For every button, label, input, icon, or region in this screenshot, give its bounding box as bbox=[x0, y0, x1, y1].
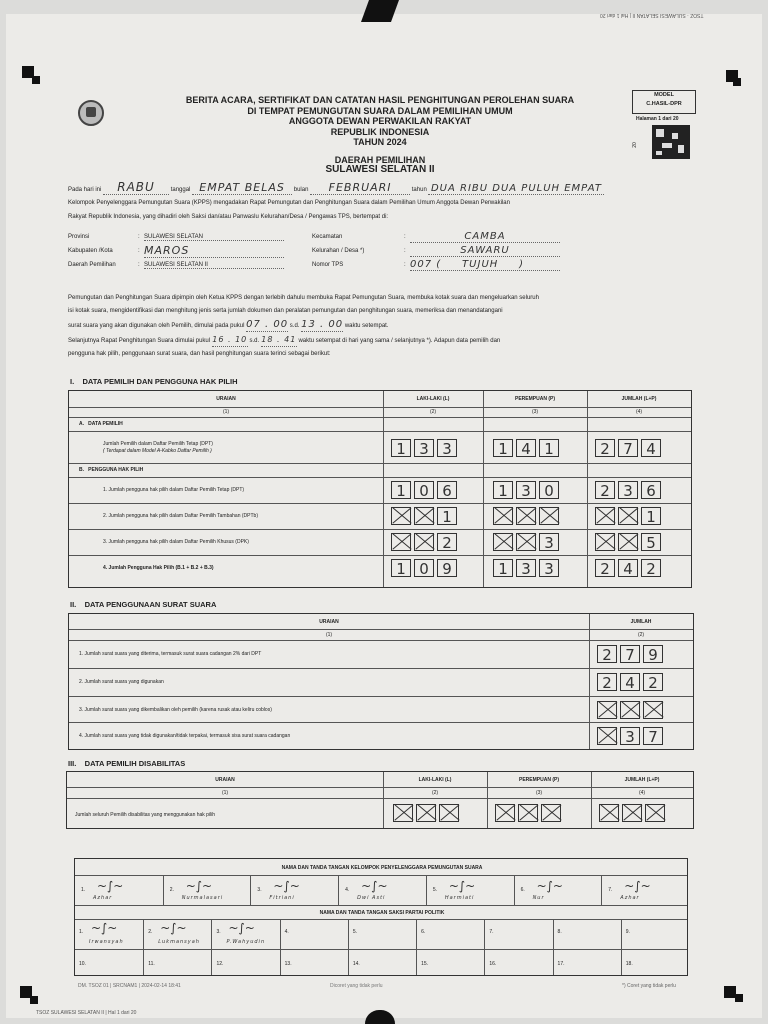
signature-scribble: ~∫~ bbox=[97, 879, 124, 893]
s2-row-label: 2. Jumlah surat suara yang digunakan bbox=[79, 679, 164, 685]
s2-num1: (1) bbox=[325, 632, 333, 638]
model-label: MODEL bbox=[654, 92, 674, 98]
saksi-number: 2. bbox=[148, 929, 153, 935]
procedure-line-2: isi kotak suara, mengidentifikasi dan menghitung jenis serta jumlah dokumen dan peralatan pemungutan dan penghitungan suara, memeriksa dan menandatangani bbox=[68, 308, 503, 314]
s2-digit-box: 7 bbox=[643, 727, 663, 745]
s1-a-l-boxes-digit-box: 1 bbox=[391, 439, 411, 457]
procedure-line-5: pengguna hak pilih, penggunaan surat suara, dan hasil penghitungan suara terinci sebagai berikut: bbox=[68, 351, 331, 357]
saksi-signature-cell bbox=[75, 949, 143, 975]
s2-digit-box: 2 bbox=[597, 645, 617, 663]
saksi-signature-cell bbox=[484, 949, 553, 975]
dapil-field: SULAWESI SELATAN II bbox=[144, 262, 284, 269]
s1-b-l-digit-box bbox=[414, 507, 434, 525]
kecamatan-field: CAMBA bbox=[410, 231, 560, 243]
kpps-number: 2. bbox=[169, 887, 174, 893]
bulan-field: FEBRUARI bbox=[310, 181, 410, 195]
qr-code bbox=[652, 125, 690, 159]
saksi-signature-cell bbox=[553, 919, 622, 949]
procedure-line-4-end: waktu setempat di hari yang sama / selanjutnya *). Adapun data pemilih dan bbox=[298, 338, 501, 344]
s3-j-boxes-digit-box bbox=[645, 804, 665, 822]
s2-num2: (2) bbox=[637, 632, 645, 638]
tanggal-label: tanggal bbox=[170, 187, 191, 193]
kpps-signature-cell bbox=[338, 875, 427, 905]
row-divider bbox=[69, 503, 691, 504]
section-2-table bbox=[68, 613, 694, 750]
s1-b-l-boxes bbox=[391, 507, 460, 525]
s1-b-l-digit-box: 0 bbox=[414, 481, 434, 499]
saksi-number: 5. bbox=[352, 929, 358, 935]
s3-col-l: LAKI-LAKI (L) bbox=[418, 777, 452, 783]
tps-label: Nomor TPS bbox=[312, 262, 344, 268]
s1-b-j-digit-box: 5 bbox=[641, 533, 661, 551]
footer-code: TSOZ SULAWESI SELATAN II | Hal 1 dari 20 bbox=[36, 1010, 137, 1016]
kelurahan-field: SAWARU bbox=[410, 245, 560, 257]
saksi-signature-cell bbox=[621, 919, 690, 949]
saksi-number: 16. bbox=[489, 961, 497, 967]
s3-row: Jumlah seluruh Pemilih disabilitas yang menggunakan hak pilih bbox=[75, 812, 216, 818]
kpps-number: 3. bbox=[257, 887, 262, 893]
s3-j-boxes bbox=[599, 804, 668, 822]
s1-b-j-boxes bbox=[595, 559, 664, 577]
saksi-signature-cell bbox=[280, 949, 349, 975]
s2-value-boxes bbox=[597, 673, 666, 691]
s1-b-l-digit-box bbox=[391, 533, 411, 551]
kpps-name: Nurmalasari bbox=[181, 895, 224, 901]
saksi-name: Irwansyah bbox=[89, 939, 124, 945]
title-line-3: ANGGOTA DEWAN PERWAKILAN RAKYAT bbox=[288, 116, 472, 126]
kabupaten-colon: : bbox=[138, 248, 140, 254]
section-1-heading: I. DATA PEMILIH DAN PENGGUNA HAK PILIH bbox=[70, 377, 238, 386]
s2-row-label: 4. Jumlah surat suara yang tidak digunakan/tidak terpakai, termasuk sisa surat suara cadangan bbox=[79, 733, 291, 739]
kpps-name: Dwi Asti bbox=[357, 895, 386, 901]
registration-mark-br2 bbox=[735, 994, 743, 1002]
saksi-signature-cell bbox=[348, 919, 417, 949]
saksi-name: P.Wahyudin bbox=[226, 939, 266, 945]
footer-tiny-left: DM. TSOZ 01 | SRCNAM1 | 2024-02-14 18:41 bbox=[78, 983, 181, 989]
s1-b-l-boxes bbox=[391, 481, 460, 499]
s1-a-p-boxes-digit-box: 1 bbox=[493, 439, 513, 457]
s1-b-j-digit-box bbox=[618, 507, 638, 525]
title-line-5: TAHUN 2024 bbox=[353, 137, 407, 147]
s1-a-row: Jumlah Pemilih dalam Daftar Pemilih Tetap (DPT) bbox=[103, 441, 213, 447]
saksi-number: 14. bbox=[352, 961, 360, 967]
kpps-name: Harmiati bbox=[444, 895, 475, 901]
kpps-number: 1. bbox=[81, 887, 86, 893]
saksi-number: 15. bbox=[421, 961, 429, 967]
hari-field: RABU bbox=[103, 180, 169, 195]
s1-num1: (1) bbox=[222, 409, 230, 415]
s2-row-label: 1. Jumlah surat suara yang diterima, termasuk surat suara cadangan 2% dari DPT bbox=[79, 651, 262, 657]
s1-b-p-boxes bbox=[493, 559, 562, 577]
tahun-label: tahun bbox=[411, 187, 427, 193]
saksi-number: 3. bbox=[216, 929, 221, 935]
procedure-line-3-text: surat suara yang akan digunakan oleh Pemilih, dimulai pada pukul bbox=[68, 323, 245, 329]
s2-digit-box bbox=[597, 701, 617, 719]
sd-label-2: s.d. bbox=[249, 338, 260, 344]
saksi-number: 8. bbox=[557, 929, 562, 935]
s3-p-boxes bbox=[495, 804, 564, 822]
s2-digit-box: 2 bbox=[597, 673, 617, 691]
s1-b-l-digit-box: 6 bbox=[437, 481, 457, 499]
saksi-number: 1. bbox=[79, 929, 84, 935]
section-2-heading: II. DATA PENGGUNAAN SURAT SUARA bbox=[70, 600, 217, 609]
saksi-number: 9. bbox=[625, 929, 630, 935]
s1-b-p-boxes bbox=[493, 507, 562, 525]
procedure-line-3-end: waktu setempat. bbox=[344, 323, 389, 329]
kpps-name: Azhar bbox=[620, 895, 640, 901]
procedure-line-4 bbox=[68, 333, 708, 348]
kabupaten-label: Kabupaten /Kota bbox=[68, 248, 113, 254]
s1-b-p-digit-box bbox=[539, 507, 559, 525]
s1-a-l-boxes bbox=[391, 439, 460, 457]
s1-col-jml: JUMLAH (L+P) bbox=[621, 396, 657, 402]
s2-digit-box bbox=[643, 701, 663, 719]
kpps-name: Fitriani bbox=[269, 895, 295, 901]
s1-b-p-digit-box bbox=[493, 507, 513, 525]
intro-line-3: Rakyat Republik Indonesia, yang dihadiri oleh Saksi dan/atau Panwaslu Kelurahan/Desa / Pengawas TPS, bertempat di: bbox=[68, 214, 389, 220]
provinsi-colon: : bbox=[138, 234, 140, 240]
s2-digit-box bbox=[597, 727, 617, 745]
signature-scribble: ~∫~ bbox=[160, 921, 187, 935]
s3-p-boxes-digit-box bbox=[518, 804, 538, 822]
s1-b-j-digit-box: 3 bbox=[618, 481, 638, 499]
s1-b-l-digit-box: 9 bbox=[437, 559, 457, 577]
s1-b-p-boxes bbox=[493, 481, 562, 499]
s3-j-boxes-digit-box bbox=[622, 804, 642, 822]
registration-mark-tr2 bbox=[733, 78, 741, 86]
s1-b-j-digit-box: 2 bbox=[595, 481, 615, 499]
s1-b-p-digit-box: 0 bbox=[539, 481, 559, 499]
signature-scribble: ~∫~ bbox=[624, 879, 651, 893]
bulan-label: bulan bbox=[293, 187, 309, 193]
page-indicator: Halaman 1 dari 20 bbox=[636, 116, 679, 122]
s1-b-row-label: 3. Jumlah pengguna hak pilih dalam Daftar Pemilih Khusus (DPK) bbox=[103, 539, 249, 545]
section-3-heading: III. DATA PEMILIH DISABILITAS bbox=[68, 759, 186, 768]
signature-scribble: ~∫~ bbox=[185, 879, 213, 893]
hitung-mulai: 16 . 10 bbox=[212, 333, 248, 347]
saksi-number: 12. bbox=[216, 961, 224, 967]
title-line-4: REPUBLIK INDONESIA bbox=[330, 126, 430, 137]
s2-col-uraian: URAIAN bbox=[319, 619, 339, 625]
kpps-number: 7. bbox=[608, 887, 613, 893]
s1-b-j-digit-box: 1 bbox=[641, 507, 661, 525]
s3-l-boxes-digit-box bbox=[416, 804, 436, 822]
s3-j-boxes-digit-box bbox=[599, 804, 619, 822]
saksi-signature-cell bbox=[143, 919, 212, 949]
s1-a-p-boxes-digit-box: 1 bbox=[539, 439, 559, 457]
kpps-signature-cell bbox=[250, 875, 339, 905]
s2-col-jml: JUMLAH bbox=[630, 619, 652, 625]
s2-value-boxes bbox=[597, 701, 666, 719]
saksi-number: 10. bbox=[79, 961, 86, 967]
s1-b-label: B. PENGGUNA HAK PILIH bbox=[79, 467, 144, 473]
kpps-signature-cell bbox=[601, 875, 690, 905]
s3-num1: (1) bbox=[221, 790, 229, 796]
provinsi-field: SULAWESI SELATAN bbox=[144, 234, 284, 241]
kpps-heading: NAMA DAN TANDA TANGAN KELOMPOK PENYELENGGARA PEMUNGUTAN SUARA bbox=[281, 865, 483, 871]
s1-b-j-digit-box bbox=[595, 507, 615, 525]
s2-digit-box: 7 bbox=[620, 645, 640, 663]
saksi-signature-cell bbox=[416, 919, 485, 949]
kpps-name: Azhar bbox=[93, 895, 113, 901]
s1-b-p-digit-box: 3 bbox=[539, 533, 559, 551]
intro-line-1 bbox=[68, 180, 698, 195]
s3-col-p: PEREMPUAN (P) bbox=[518, 777, 559, 783]
s1-b-p-digit-box: 3 bbox=[516, 559, 536, 577]
signature-table bbox=[74, 858, 688, 976]
saksi-signature-cell bbox=[211, 949, 280, 975]
saksi-number: 17. bbox=[557, 961, 565, 967]
s1-b-row-label: 4. Jumlah Pengguna Hak Pilih (B.1 + B.2 + B.3) bbox=[103, 565, 214, 571]
kpps-number: 5. bbox=[432, 887, 438, 893]
header-title bbox=[150, 95, 610, 176]
saksi-number: 6. bbox=[421, 929, 426, 935]
s1-b-l-digit-box: 0 bbox=[414, 559, 434, 577]
kpps-signature-cell bbox=[426, 875, 515, 905]
title-line-2: DI TEMPAT PEMUNGUTAN SUARA DALAM PEMILIHAN UMUM bbox=[247, 105, 513, 116]
sd-label-1: s.d. bbox=[289, 323, 300, 329]
s3-num3: (3) bbox=[535, 790, 543, 796]
s1-b-j-digit-box bbox=[618, 533, 638, 551]
s1-b-p-boxes bbox=[493, 533, 562, 551]
kpps-signature-cell bbox=[75, 875, 163, 905]
registration-mark-tl2 bbox=[32, 76, 40, 84]
row-divider bbox=[69, 696, 693, 697]
s3-p-boxes-digit-box bbox=[541, 804, 561, 822]
dapil-loc-label: Daerah Pemilihan bbox=[68, 262, 116, 268]
kpu-logo bbox=[78, 100, 104, 126]
kpps-name: Nur bbox=[532, 895, 545, 901]
s1-a-j-boxes bbox=[595, 439, 664, 457]
kpps-number: 4. bbox=[345, 887, 350, 893]
saksi-number: 18. bbox=[625, 961, 633, 967]
saksi-signature-cell bbox=[621, 949, 690, 975]
footer-tiny-mid: Dicoret yang tidak perlu bbox=[330, 983, 383, 989]
tahun-field: DUA RIBU DUA PULUH EMPAT bbox=[428, 183, 604, 195]
s2-value-boxes bbox=[597, 727, 666, 745]
kpps-signature-cell bbox=[163, 875, 252, 905]
tanggal-field: EMPAT BELAS bbox=[192, 181, 292, 195]
s1-b-j-digit-box: 2 bbox=[641, 559, 661, 577]
s2-digit-box bbox=[620, 701, 640, 719]
kelurahan-label: Kelurahan / Desa *) bbox=[312, 248, 365, 254]
s1-num3: (3) bbox=[531, 409, 539, 415]
s2-digit-box: 2 bbox=[643, 673, 663, 691]
s1-col-l: LAKI-LAKI (L) bbox=[416, 396, 450, 402]
kpps-signature-cell bbox=[514, 875, 603, 905]
saksi-signature-cell bbox=[211, 919, 280, 949]
s1-b-l-boxes bbox=[391, 533, 460, 551]
s1-b-l-digit-box bbox=[391, 507, 411, 525]
s1-a-j-boxes-digit-box: 4 bbox=[641, 439, 661, 457]
title-line-1: BERITA ACARA, SERTIFIKAT DAN CATATAN HASIL PENGHITUNGAN PEROLEHAN SUARA bbox=[185, 95, 575, 105]
procedure-line-4-text: Selanjutnya Rapat Penghitungan Suara dimulai pukul bbox=[68, 338, 211, 344]
registration-mark-bl2 bbox=[30, 996, 38, 1004]
saksi-number: 11. bbox=[148, 961, 155, 967]
signature-scribble: ~∫~ bbox=[91, 921, 118, 935]
s1-b-p-digit-box: 3 bbox=[516, 481, 536, 499]
s1-col-p: PEREMPUAN (P) bbox=[514, 396, 555, 402]
s1-a-l-boxes-digit-box: 3 bbox=[437, 439, 457, 457]
footer-tiny-right: *) Coret yang tidak perlu bbox=[622, 983, 676, 989]
s1-b-p-digit-box bbox=[493, 533, 513, 551]
saksi-number: 7. bbox=[489, 929, 494, 935]
tps-field: 007 ( TUJUH ) bbox=[410, 259, 560, 271]
s1-b-row-label: 2. Jumlah pengguna hak pilih dalam Daftar Pemilih Tambahan (DPTb) bbox=[103, 513, 258, 519]
s3-l-boxes-digit-box bbox=[439, 804, 459, 822]
saksi-signature-cell bbox=[75, 919, 143, 949]
section-1-table bbox=[68, 390, 692, 588]
jam-mulai: 07 . 00 bbox=[246, 319, 289, 330]
qr-side-code: 20 bbox=[631, 142, 638, 148]
pada-hari-ini-label: Pada hari ini bbox=[68, 187, 102, 193]
procedure-line-3 bbox=[68, 318, 708, 333]
tps-colon: : bbox=[404, 262, 406, 268]
jam-selesai: 13 . 00 bbox=[301, 319, 344, 330]
s1-col-uraian: URAIAN bbox=[216, 396, 236, 402]
row-divider bbox=[69, 529, 691, 530]
saksi-number: 4. bbox=[284, 929, 289, 935]
s1-b-l-digit-box: 1 bbox=[391, 481, 411, 499]
signature-scribble: ~∫~ bbox=[536, 879, 563, 893]
s1-num2: (2) bbox=[429, 409, 437, 415]
saksi-number: 13. bbox=[284, 961, 292, 967]
signature-scribble: ~∫~ bbox=[228, 921, 255, 935]
s1-a-l-boxes-digit-box: 3 bbox=[414, 439, 434, 457]
s2-digit-box: 3 bbox=[620, 727, 640, 745]
row-divider bbox=[69, 555, 691, 556]
s3-num4: (4) bbox=[638, 790, 646, 796]
row-divider bbox=[69, 668, 693, 669]
saksi-signature-cell bbox=[484, 919, 553, 949]
signature-scribble: ~∫~ bbox=[448, 879, 476, 893]
s1-a-row-sub: ( Terdapat dalam Model A-Kabko Daftar Pemilih ) bbox=[103, 448, 212, 454]
s1-b-j-boxes bbox=[595, 481, 664, 499]
saksi-signature-cell bbox=[416, 949, 485, 975]
dapil-title: SULAWESI SELATAN II bbox=[325, 164, 435, 175]
s1-b-l-digit-box: 2 bbox=[437, 533, 457, 551]
model-code: C.HASIL-DPR bbox=[646, 101, 682, 107]
saksi-signature-cell bbox=[280, 919, 349, 949]
s2-digit-box: 9 bbox=[643, 645, 663, 663]
s3-l-boxes-digit-box bbox=[393, 804, 413, 822]
kabupaten-field: MAROS bbox=[144, 244, 284, 258]
s1-a-j-boxes-digit-box: 7 bbox=[618, 439, 638, 457]
s1-a-label: A. DATA PEMILIH bbox=[79, 421, 123, 427]
intro-line-2: Kelompok Penyelenggara Pemungutan Suara (KPPS) mengadakan Rapat Pemungutan dan Penghitungan Suara dalam Pemilihan Umum Anggota Dewan Perwakilan bbox=[68, 200, 510, 206]
provinsi-label: Provinsi bbox=[68, 234, 90, 240]
model-box bbox=[632, 90, 696, 114]
kecamatan-colon: : bbox=[404, 234, 406, 240]
s1-b-j-boxes bbox=[595, 507, 664, 525]
location-block bbox=[68, 231, 708, 274]
section-3-table bbox=[66, 771, 694, 829]
s3-p-boxes-digit-box bbox=[495, 804, 515, 822]
s1-b-j-digit-box: 2 bbox=[595, 559, 615, 577]
saksi-heading: NAMA DAN TANDA TANGAN SAKSI PARTAI POLITIK bbox=[319, 910, 445, 916]
hitung-selesai: 18 . 41 bbox=[261, 333, 297, 347]
kpps-number: 6. bbox=[520, 887, 525, 893]
s3-col-jml: JUMLAH (L+P) bbox=[624, 777, 660, 783]
s1-b-l-digit-box: 1 bbox=[437, 507, 457, 525]
s1-b-j-boxes bbox=[595, 533, 664, 551]
s1-b-p-digit-box: 3 bbox=[539, 559, 559, 577]
s1-b-l-digit-box bbox=[414, 533, 434, 551]
s1-b-p-digit-box bbox=[516, 507, 536, 525]
saksi-signature-cell bbox=[143, 949, 212, 975]
kecamatan-label: Kecamatan bbox=[312, 234, 343, 240]
top-right-code: TSOZ · SULAWESI SELATAN II | Hal 1 dari 20 bbox=[600, 12, 704, 18]
s1-b-p-digit-box bbox=[516, 533, 536, 551]
s3-l-boxes bbox=[393, 804, 462, 822]
s3-col-uraian: URAIAN bbox=[215, 777, 235, 783]
s2-digit-box: 4 bbox=[620, 673, 640, 691]
s1-a-p-boxes bbox=[493, 439, 562, 457]
procedure-block bbox=[68, 292, 708, 361]
saksi-signature-cell bbox=[553, 949, 622, 975]
signature-scribble: ~∫~ bbox=[273, 879, 300, 893]
s3-num2: (2) bbox=[431, 790, 439, 796]
s1-b-p-digit-box: 1 bbox=[493, 559, 513, 577]
s1-b-j-digit-box: 4 bbox=[618, 559, 638, 577]
s2-row-label: 3. Jumlah surat suara yang dikembalikan oleh pemilih (karena rusak atau keliru coblos) bbox=[79, 707, 272, 713]
s1-b-p-digit-box: 1 bbox=[493, 481, 513, 499]
s1-b-j-digit-box: 6 bbox=[641, 481, 661, 499]
s1-b-l-digit-box: 1 bbox=[391, 559, 411, 577]
s1-b-row-label: 1. Jumlah pengguna hak pilih dalam Daftar Pemilih Tetap (DPT) bbox=[103, 487, 245, 493]
s1-a-j-boxes-digit-box: 2 bbox=[595, 439, 615, 457]
saksi-name: Lukmansyah bbox=[158, 939, 200, 945]
s1-num4: (4) bbox=[635, 409, 643, 415]
dapil-colon: : bbox=[138, 262, 140, 268]
procedure-line-1: Pemungutan dan Penghitungan Suara dipimpin oleh Ketua KPPS dengan terlebih dahulu membuka Rapat Pemungutan Suara, membuka kotak suara dan mengeluarkan seluruh bbox=[68, 295, 539, 301]
saksi-signature-cell bbox=[348, 949, 417, 975]
kelurahan-colon: : bbox=[404, 248, 406, 254]
row-divider bbox=[69, 722, 693, 723]
s1-b-l-boxes bbox=[391, 559, 460, 577]
s1-a-p-boxes-digit-box: 4 bbox=[516, 439, 536, 457]
s1-b-j-digit-box bbox=[595, 533, 615, 551]
signature-scribble: ~∫~ bbox=[361, 879, 388, 893]
dapil-label: DAERAH PEMILIHAN bbox=[334, 154, 426, 165]
s2-value-boxes bbox=[597, 645, 666, 663]
